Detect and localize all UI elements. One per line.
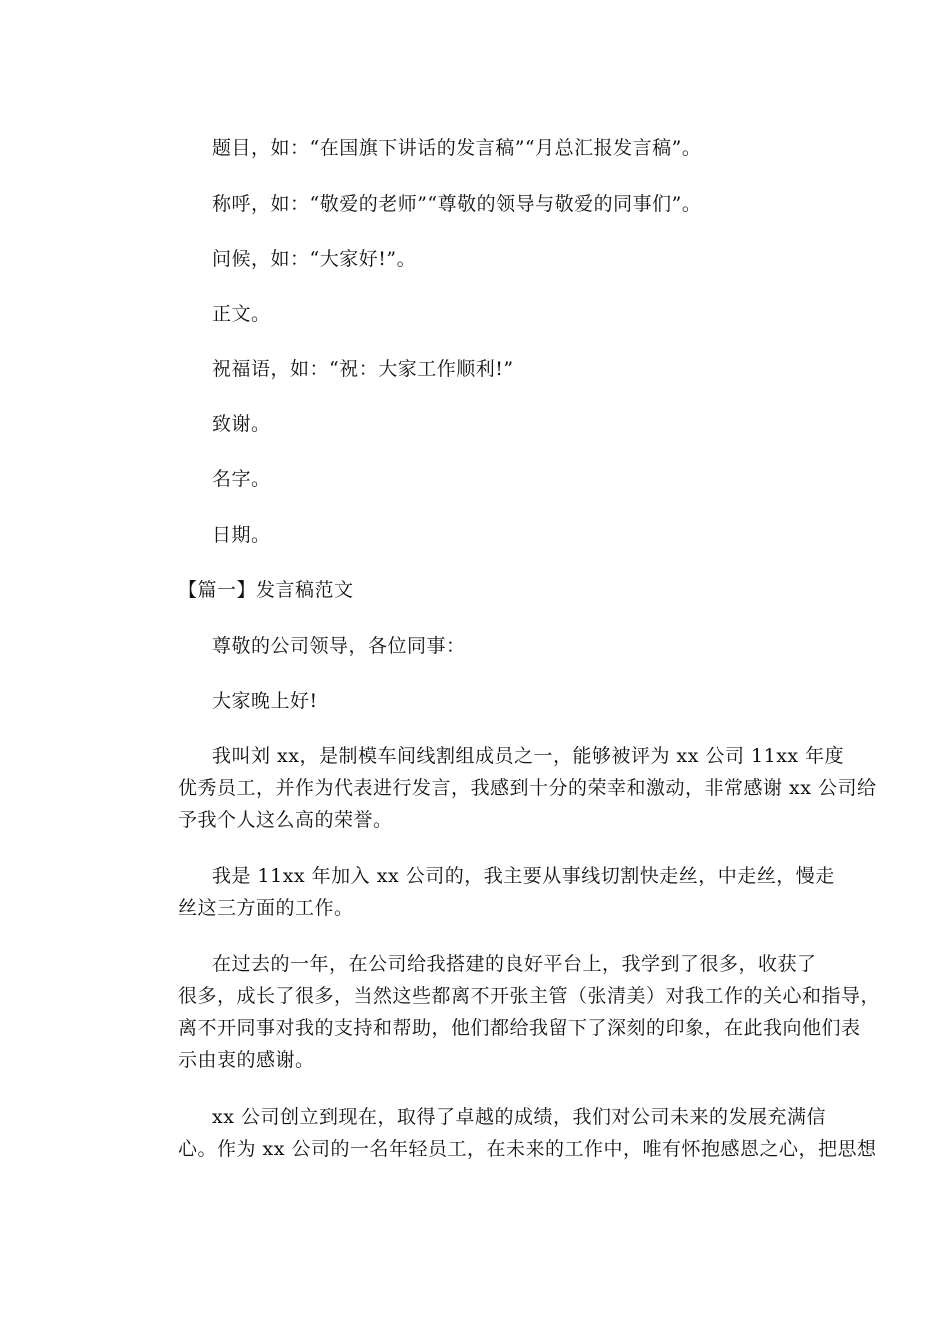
paragraph-2-line-1: 我是 11xx 年加入 xx 公司的，我主要从事线切割快走丝，中走丝，慢走 [212,865,835,887]
paragraph-3-line-3: 离不开同事对我的支持和帮助，他们都给我留下了深刻的印象，在此我向他们表 [178,1017,861,1039]
paragraph-3-line-4: 示由衷的感谢。 [178,1049,315,1071]
outline-item-title: 题目，如：“在国旗下讲话的发言稿”“月总汇报发言稿”。 [212,137,702,159]
paragraph-4-line-2: 心。作为 xx 公司的一名年轻员工，在未来的工作中，唯有怀抱感恩之心，把思想 [178,1138,877,1160]
paragraph-1-line-2: 优秀员工，并作为代表进行发言，我感到十分的荣幸和激动，非常感谢 xx 公司给 [178,777,877,799]
outline-item-blessing: 祝福语，如：“祝：大家工作顺利!” [212,358,514,380]
outline-item-thanks: 致谢。 [212,413,271,435]
paragraph-3-line-2: 很多，成长了很多，当然这些都离不开张主管（张清美）对我工作的关心和指导， [178,985,881,1007]
paragraph-1-line-1: 我叫刘 xx，是制模车间线割组成员之一，能够被评为 xx 公司 11xx 年度 [212,745,845,767]
paragraph-3-line-1: 在过去的一年，在公司给我搭建的良好平台上，我学到了很多，收获了 [212,953,817,975]
outline-item-salutation: 称呼，如：“敬爱的老师”“尊敬的领导与敬爱的同事们”。 [212,193,702,215]
speech-greeting: 大家晚上好! [212,690,318,712]
paragraph-2-line-2: 丝这三方面的工作。 [178,897,354,919]
outline-item-name: 名字。 [212,468,271,490]
outline-item-date: 日期。 [212,524,271,546]
section-heading: 【篇一】发言稿范文 [178,579,354,601]
paragraph-1-line-3: 予我个人这么高的荣誉。 [178,809,393,831]
paragraph-4-line-1: xx 公司创立到现在，取得了卓越的成绩，我们对公司未来的发展充满信 [212,1106,826,1128]
speech-salutation: 尊敬的公司领导，各位同事： [212,635,466,657]
outline-item-greeting: 问候，如：“大家好!”。 [212,248,417,270]
outline-item-body: 正文。 [212,303,271,325]
